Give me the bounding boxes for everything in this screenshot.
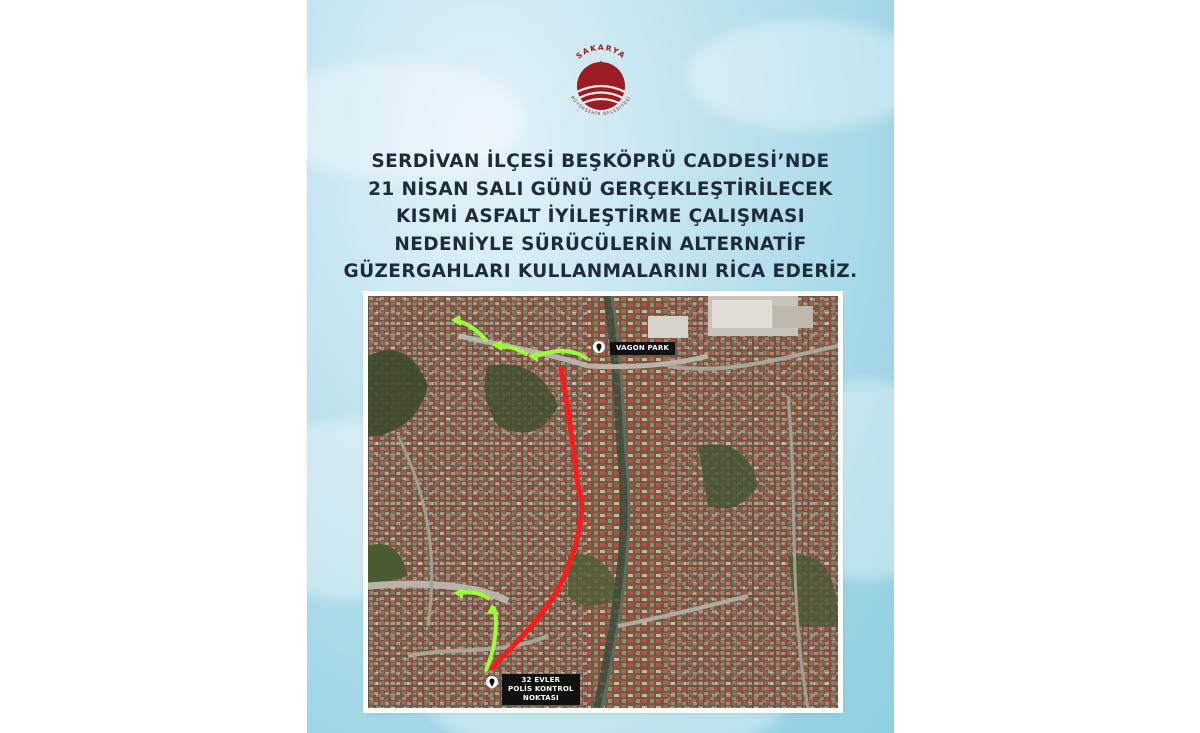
vagon-park-pin-icon (592, 340, 606, 354)
headline-line-1: SERDİVAN İLÇESİ BEŞKÖPRÜ CADDESİ’NDE (371, 151, 830, 172)
logo-emblem (560, 40, 642, 122)
map-imagery (368, 296, 838, 708)
headline-line-5: GÜZERGAHLARI KULLANMALARINI RİCA EDERİZ. (343, 261, 858, 282)
headline-line-3: KISMİ ASFALT İYİLEŞTİRME ÇALIŞMASI (395, 206, 806, 227)
announcement-poster (307, 0, 894, 733)
vagon-park-label: VAGON PARK (610, 342, 675, 355)
sakarya-buyuksehir-logo (560, 40, 642, 122)
32-evler-label-line-1: 32 EVLER (521, 676, 561, 684)
32-evler-pin-icon (485, 675, 499, 689)
32-evler-label-line-2: POLİS KONTROL (508, 685, 574, 693)
satellite-route-map (368, 296, 838, 708)
logo-ring-bottom-text: BÜYÜKŞEHİR BELEDİYESİ (570, 94, 632, 117)
headline-line-4: NEDENİYLE SÜRÜCÜLERİN ALTERNATİF (394, 233, 807, 255)
announcement-headline (327, 148, 874, 286)
headline-line-2: 21 NİSAN SALI GÜNÜ GERÇEKLEŞTİRİLECEK (368, 178, 833, 200)
svg-text:SAKARYA (574, 43, 627, 61)
32-evler-label (502, 674, 580, 705)
32-evler-label-line-3: NOKTASI (522, 694, 559, 702)
logo-ring-top-text: SAKARYA (574, 42, 628, 61)
